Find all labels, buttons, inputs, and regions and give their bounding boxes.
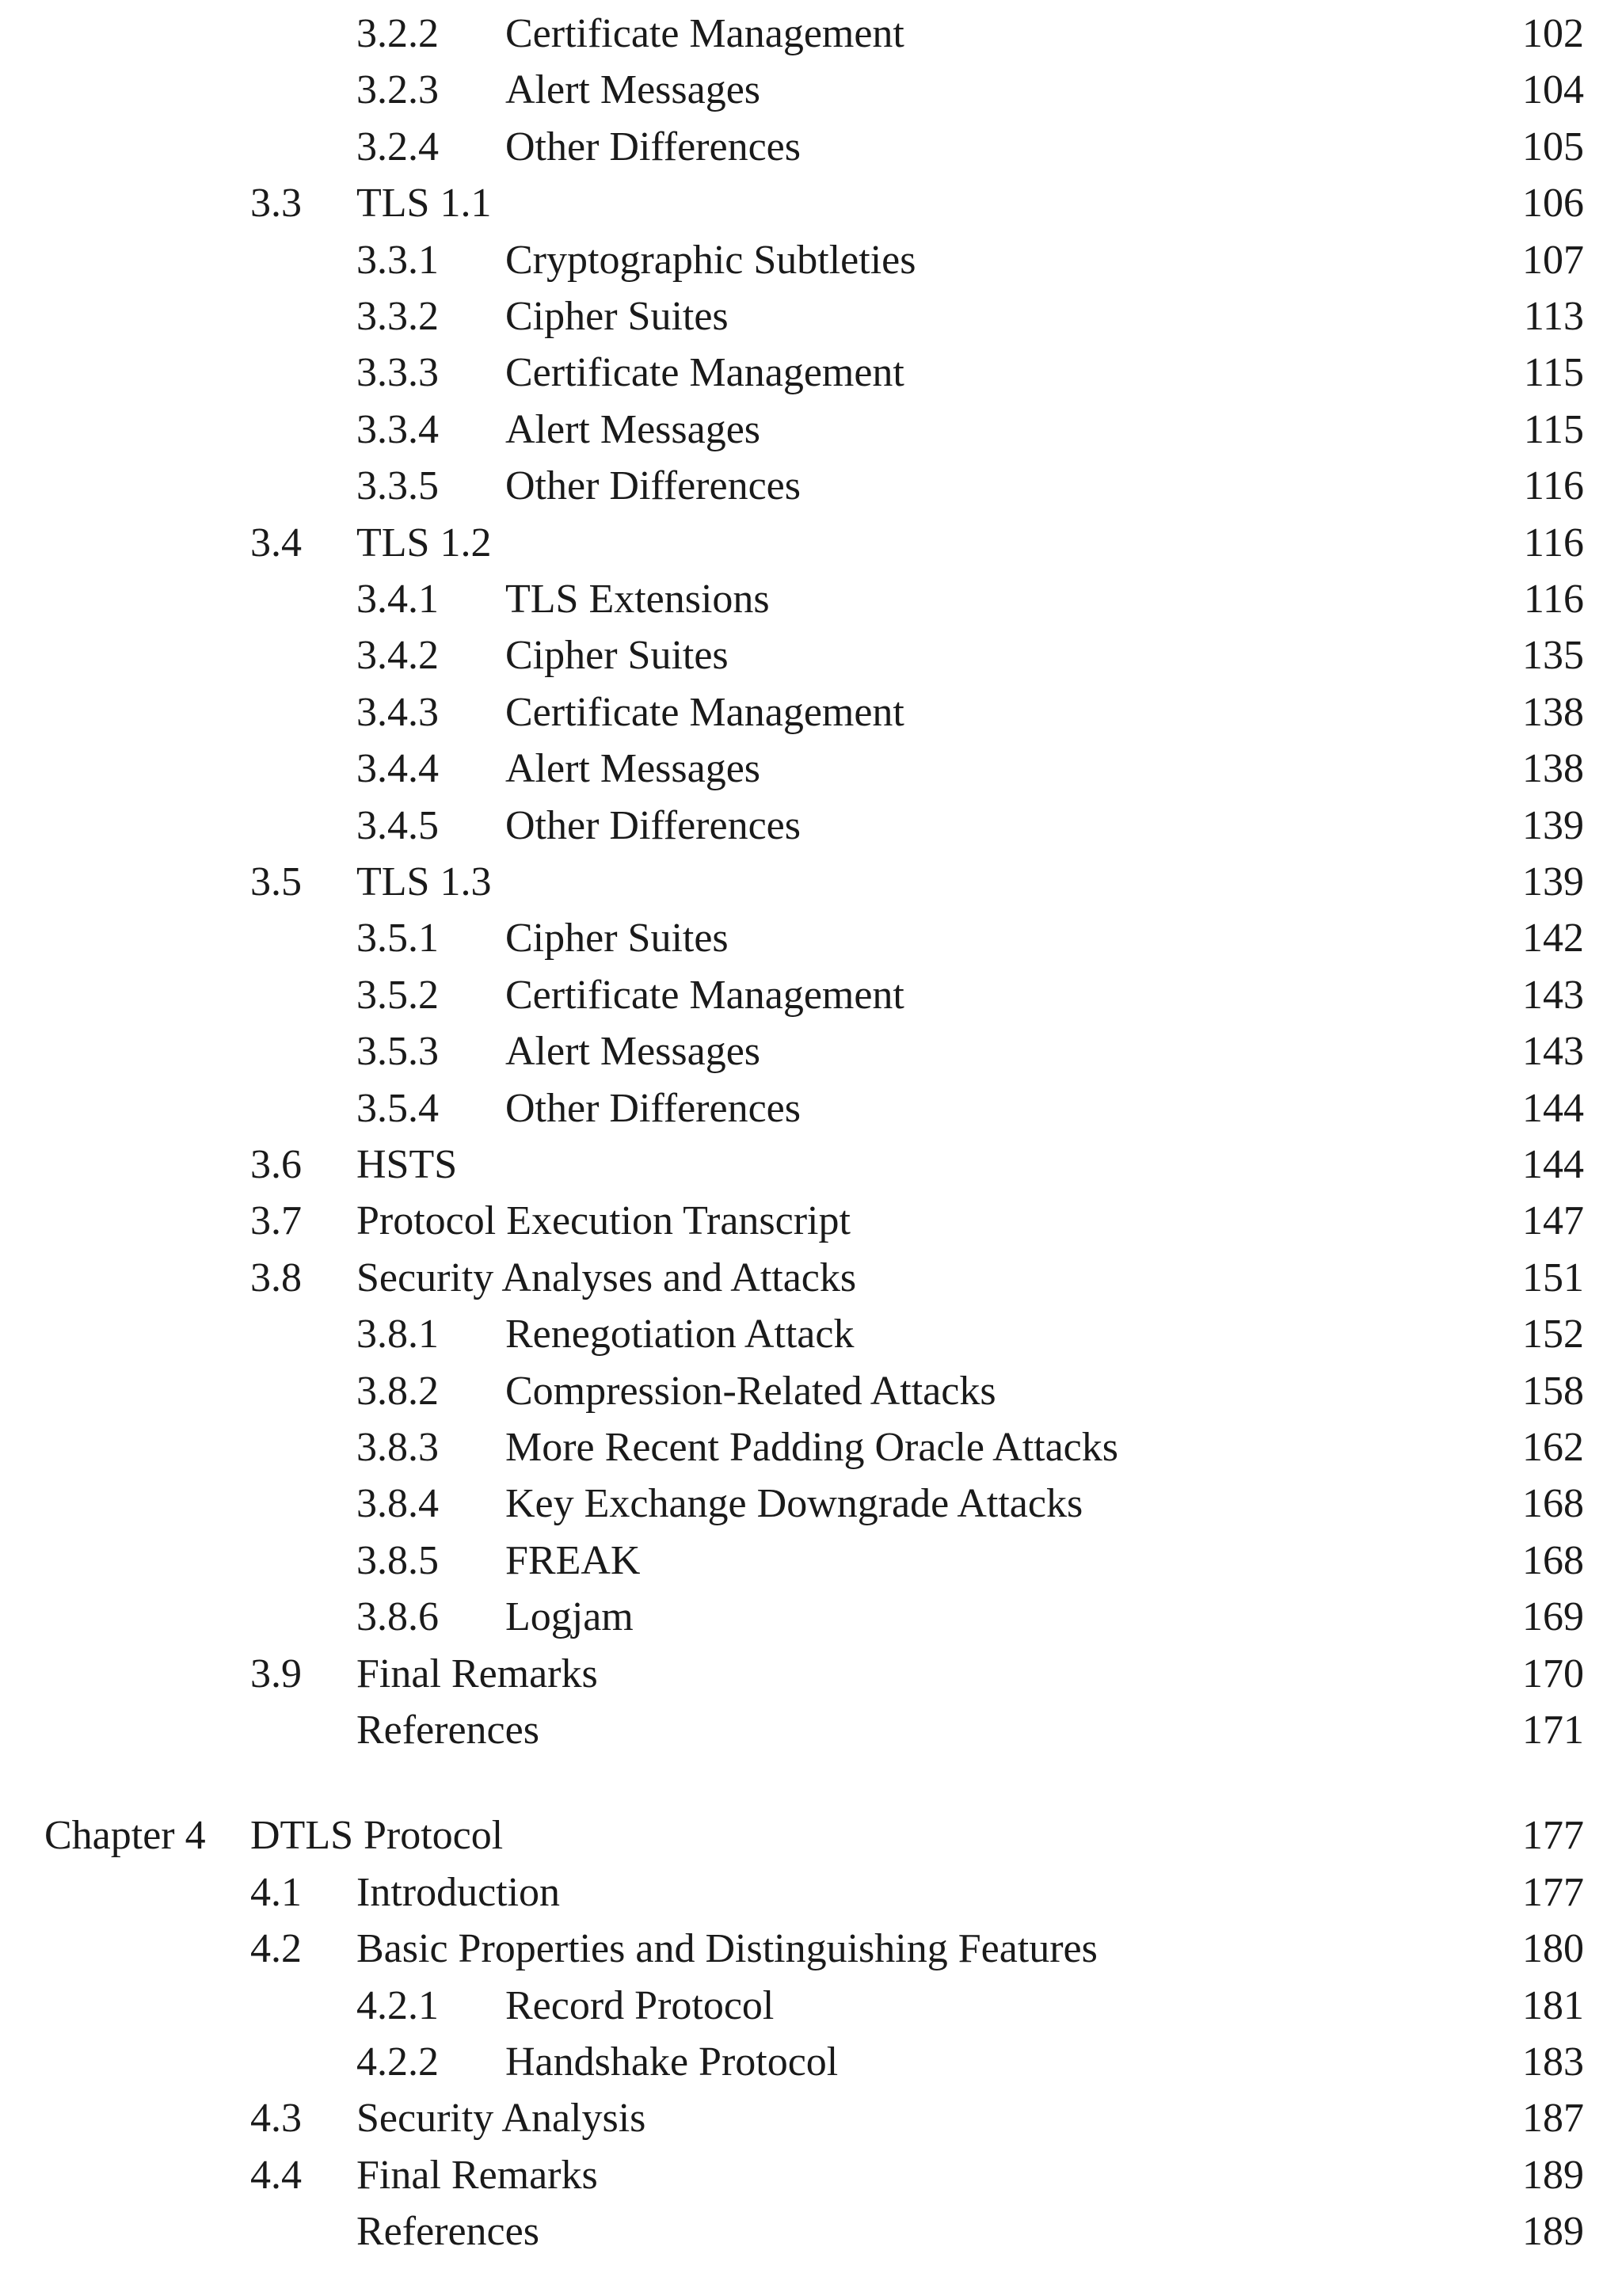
toc-entry-title: Cryptographic Subtleties — [505, 237, 916, 283]
toc-subsection-number: 3.4.2 — [356, 633, 439, 679]
toc-subsection-number: 3.8.2 — [356, 1368, 439, 1414]
toc-subsection-number: 3.5.1 — [356, 916, 439, 961]
toc-entry-title: Alert Messages — [505, 67, 761, 113]
toc-section-number: 3.3 — [250, 181, 302, 227]
toc-entry[interactable] — [0, 63, 1622, 118]
toc-entry-title: DTLS Protocol — [250, 1813, 504, 1859]
toc-entry[interactable] — [0, 1703, 1622, 1758]
toc-page-number: 143 — [1522, 972, 1584, 1018]
toc-subsection-number: 3.5.4 — [356, 1085, 439, 1131]
toc-subsection-number: 3.2.2 — [356, 11, 439, 56]
toc-entry[interactable] — [0, 516, 1622, 571]
toc-section-number: 4.2 — [250, 1926, 302, 1972]
toc-chapter-entry[interactable] — [0, 1808, 1622, 1864]
toc-subsection-number: 3.2.3 — [356, 67, 439, 113]
toc-entry-title: Alert Messages — [505, 1029, 761, 1075]
toc-subsection-number: 3.4.1 — [356, 577, 439, 622]
toc-entry[interactable] — [0, 2035, 1622, 2090]
toc-page-number: 169 — [1522, 1594, 1584, 1640]
toc-entry-title: Certificate Management — [505, 11, 904, 56]
toc-page-number: 139 — [1522, 859, 1584, 904]
toc-page-number: 171 — [1522, 1708, 1584, 1753]
toc-entry-title: Final Remarks — [356, 1651, 598, 1696]
toc-entry[interactable] — [0, 1865, 1622, 1921]
toc-entry-title: Other Differences — [505, 124, 801, 169]
toc-subsection-number: 3.4.5 — [356, 802, 439, 848]
toc-entry-title: TLS Extensions — [505, 577, 770, 622]
toc-entry[interactable] — [0, 685, 1622, 741]
toc-entry[interactable] — [0, 1137, 1622, 1193]
toc-section-number: 3.9 — [250, 1651, 302, 1696]
toc-page-number: 138 — [1522, 746, 1584, 792]
toc-entry[interactable] — [0, 855, 1622, 910]
toc-page-number: 138 — [1522, 689, 1584, 735]
toc-entry[interactable] — [0, 968, 1622, 1023]
toc-page-number: 168 — [1522, 1537, 1584, 1583]
toc-entry[interactable] — [0, 1364, 1622, 1419]
toc-page-number: 116 — [1523, 463, 1584, 509]
toc-entry-title: Renegotiation Attack — [505, 1312, 855, 1357]
toc-entry-title: TLS 1.2 — [356, 520, 492, 565]
toc-page-number: 105 — [1522, 124, 1584, 169]
toc-page-number: 102 — [1522, 11, 1584, 56]
toc-page-number: 115 — [1523, 350, 1584, 396]
toc-entry[interactable] — [0, 572, 1622, 627]
toc-entry[interactable] — [0, 402, 1622, 458]
toc-entry[interactable] — [0, 345, 1622, 401]
toc-entry-title: TLS 1.3 — [356, 859, 492, 904]
toc-subsection-number: 3.8.3 — [356, 1425, 439, 1470]
toc-entry-title: Cipher Suites — [505, 916, 729, 961]
toc-page-number: 113 — [1523, 294, 1584, 339]
toc-subsection-number: 4.2.1 — [356, 1982, 439, 2028]
toc-page-number: 183 — [1522, 2039, 1584, 2085]
toc-entry[interactable] — [0, 176, 1622, 231]
toc-entry-title: Introduction — [356, 1869, 561, 1915]
toc-entry[interactable] — [0, 1024, 1622, 1079]
toc-section-number: 4.4 — [250, 2152, 302, 2198]
toc-entry-title: Security Analyses and Attacks — [356, 1255, 857, 1300]
toc-entry-title: Security Analysis — [356, 2096, 646, 2142]
toc-entry[interactable] — [0, 1590, 1622, 1645]
toc-entry[interactable] — [0, 289, 1622, 345]
toc-page-number: 168 — [1522, 1481, 1584, 1527]
toc-entry-title: Alert Messages — [505, 406, 761, 452]
toc-subsection-number: 3.3.3 — [356, 350, 439, 396]
toc-page-number: 139 — [1522, 802, 1584, 848]
toc-section-number: 3.7 — [250, 1198, 302, 1244]
toc-subsection-number: 3.2.4 — [356, 124, 439, 169]
toc-subsection-number: 3.8.4 — [356, 1481, 439, 1527]
toc-entry-title: Alert Messages — [505, 746, 761, 792]
toc-entry[interactable] — [0, 1251, 1622, 1306]
toc-entry-title: Other Differences — [505, 802, 801, 848]
toc-subsection-number: 3.3.2 — [356, 294, 439, 339]
toc-subsection-number: 3.8.5 — [356, 1537, 439, 1583]
toc-page-number: 151 — [1522, 1255, 1584, 1300]
toc-page-number: 115 — [1523, 406, 1584, 452]
toc-entry-title: Record Protocol — [505, 1982, 775, 2028]
toc-entry-title: References — [356, 2209, 539, 2255]
toc-section-number: 3.4 — [250, 520, 302, 565]
toc-subsection-number: 3.8.6 — [356, 1594, 439, 1640]
toc-subsection-number: 3.3.5 — [356, 463, 439, 509]
toc-entry[interactable] — [0, 628, 1622, 683]
toc-page-number: 142 — [1522, 916, 1584, 961]
toc-entry[interactable] — [0, 1194, 1622, 1249]
toc-page-number: 152 — [1522, 1312, 1584, 1357]
toc-entry-title: Other Differences — [505, 1085, 801, 1131]
toc-entry[interactable] — [0, 2148, 1622, 2203]
toc-subsection-number: 4.2.2 — [356, 2039, 439, 2085]
toc-page-number: 187 — [1522, 2096, 1584, 2142]
toc-page-number: 106 — [1522, 181, 1584, 227]
toc-entry-title: TLS 1.1 — [356, 181, 492, 227]
toc-entry-title: FREAK — [505, 1537, 641, 1583]
toc-entry-title: Cipher Suites — [505, 633, 729, 679]
toc-entry-title: Protocol Execution Transcript — [356, 1198, 851, 1244]
toc-entry[interactable] — [0, 2091, 1622, 2146]
toc-entry[interactable] — [0, 798, 1622, 854]
toc-entry-title: References — [356, 1708, 539, 1753]
toc-page-number: 189 — [1522, 2152, 1584, 2198]
toc-entry-title: Other Differences — [505, 463, 801, 509]
toc-entry-title: More Recent Padding Oracle Attacks — [505, 1425, 1118, 1470]
toc-page-number: 144 — [1522, 1085, 1584, 1131]
toc-entry[interactable] — [0, 1533, 1622, 1589]
toc-entry-title: Compression-Related Attacks — [505, 1368, 996, 1414]
toc-entry[interactable] — [0, 741, 1622, 797]
toc-page-number: 170 — [1522, 1651, 1584, 1696]
toc-page-number: 143 — [1522, 1029, 1584, 1075]
toc-entry-title: Final Remarks — [356, 2152, 598, 2198]
toc-page-number: 162 — [1522, 1425, 1584, 1470]
toc-page-number: 116 — [1523, 520, 1584, 565]
toc-entry[interactable] — [0, 1420, 1622, 1475]
toc-page-number: 104 — [1522, 67, 1584, 113]
toc-page-number: 189 — [1522, 2209, 1584, 2255]
toc-entry-title: Logjam — [505, 1594, 634, 1640]
toc-entry[interactable] — [0, 2204, 1622, 2260]
toc-entry-title: Key Exchange Downgrade Attacks — [505, 1481, 1083, 1527]
toc-section-number: 4.1 — [250, 1869, 302, 1915]
toc-entry[interactable] — [0, 1307, 1622, 1362]
toc-page-number: 177 — [1522, 1813, 1584, 1859]
toc-entry-title: Cipher Suites — [505, 294, 729, 339]
toc-subsection-number: 3.3.1 — [356, 237, 439, 283]
toc-subsection-number: 3.3.4 — [356, 406, 439, 452]
toc-entry-title: Certificate Management — [505, 689, 904, 735]
toc-subsection-number: 3.5.3 — [356, 1029, 439, 1075]
toc-page-number: 180 — [1522, 1926, 1584, 1972]
toc-subsection-number: 3.4.3 — [356, 689, 439, 735]
toc-entry[interactable] — [0, 1647, 1622, 1702]
toc-section-number: 3.5 — [250, 859, 302, 904]
toc-subsection-number: 3.5.2 — [356, 972, 439, 1018]
toc-entry-title: Handshake Protocol — [505, 2039, 839, 2085]
toc-entry-title: HSTS — [356, 1142, 458, 1187]
toc-entry[interactable] — [0, 459, 1622, 514]
toc-page-number: 147 — [1522, 1198, 1584, 1244]
toc-section-number: 4.3 — [250, 2096, 302, 2142]
toc-entry[interactable] — [0, 1081, 1622, 1137]
toc-page-number: 181 — [1522, 1982, 1584, 2028]
toc-page-number: 158 — [1522, 1368, 1584, 1414]
toc-entry[interactable] — [0, 1476, 1622, 1532]
toc-subsection-number: 3.8.1 — [356, 1312, 439, 1357]
toc-entry[interactable] — [0, 233, 1622, 288]
toc-page-number: 135 — [1522, 633, 1584, 679]
toc-subsection-number: 3.4.4 — [356, 746, 439, 792]
toc-entry-title: Certificate Management — [505, 350, 904, 396]
toc-entry-title: Certificate Management — [505, 972, 904, 1018]
toc-section-number: 3.8 — [250, 1255, 302, 1300]
toc-page-number: 144 — [1522, 1142, 1584, 1187]
toc-chapter-label: Chapter 4 — [44, 1813, 206, 1859]
toc-entry-title: Basic Properties and Distinguishing Features — [356, 1926, 1098, 1972]
toc-entry[interactable] — [0, 6, 1622, 62]
toc-entry[interactable] — [0, 1978, 1622, 2034]
toc-entry[interactable] — [0, 120, 1622, 175]
toc-section-number: 3.6 — [250, 1142, 302, 1187]
toc-page-number: 116 — [1523, 577, 1584, 622]
toc-entry[interactable] — [0, 911, 1622, 966]
toc-page-number: 107 — [1522, 237, 1584, 283]
toc-entry[interactable] — [0, 1921, 1622, 1977]
toc-page-number: 177 — [1522, 1869, 1584, 1915]
